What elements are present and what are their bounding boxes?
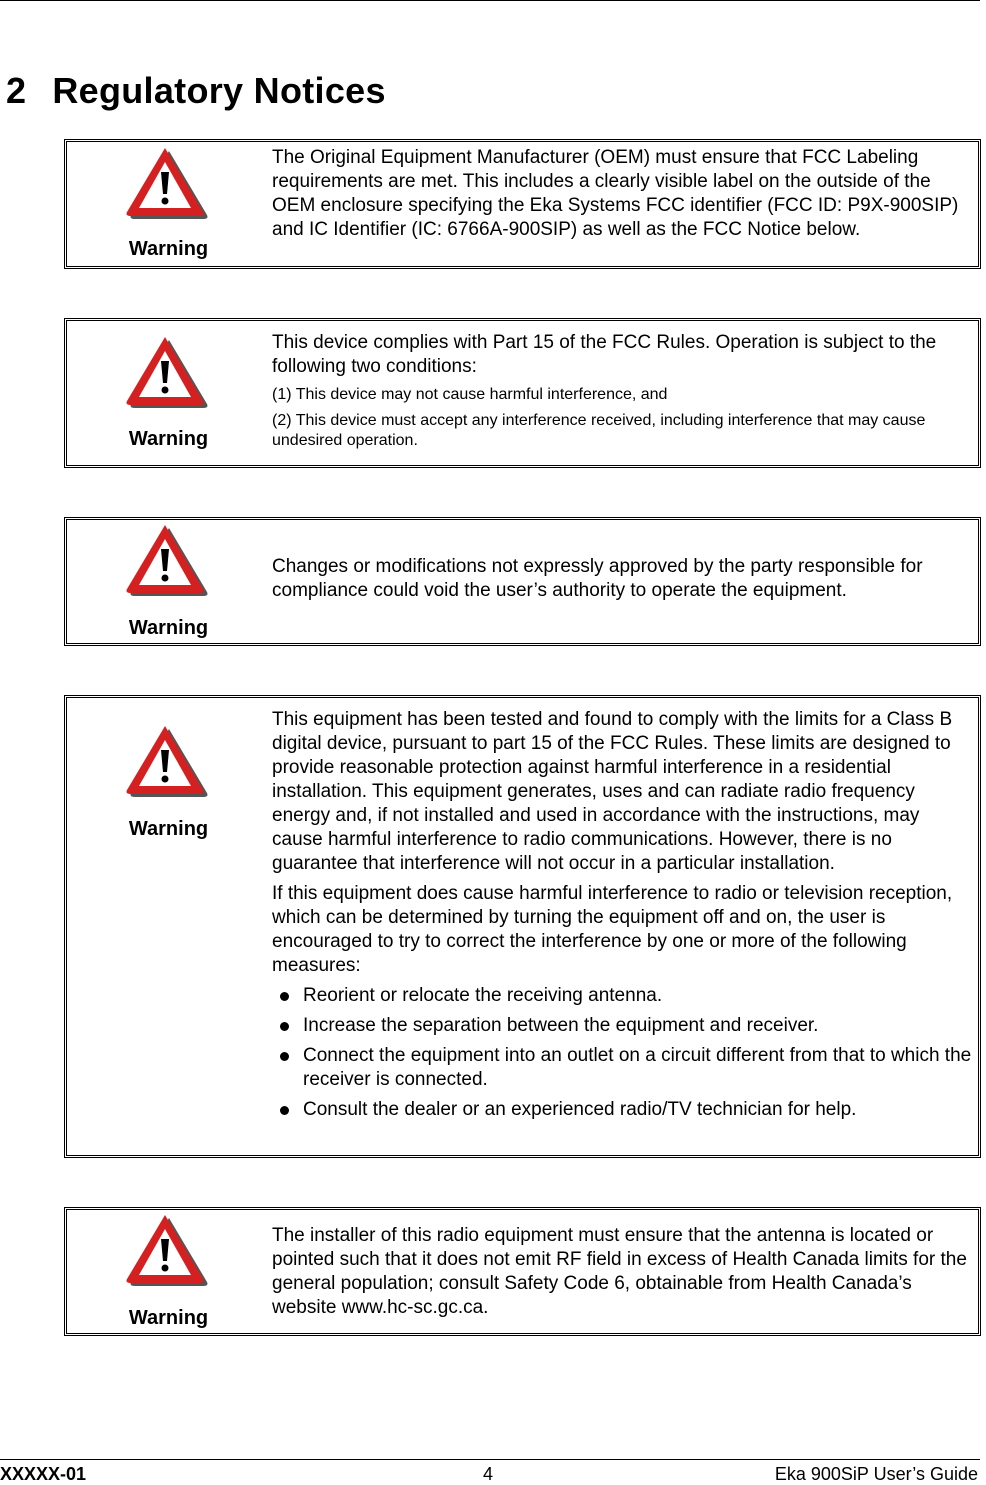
warning-triangle-icon	[125, 1213, 209, 1287]
list-item-text: Connect the equipment into an outlet on a circuit different from that to which the receiver is connected.	[303, 1045, 972, 1090]
notice-paragraph: This device complies with Part 15 of the FCC Rules. Operation is subject to the following two conditions:	[272, 332, 937, 377]
notice-text	[270, 698, 978, 1155]
notice-icon-column	[67, 142, 270, 266]
measures-list	[272, 984, 972, 1128]
notice-icon-column	[67, 698, 270, 1155]
list-item	[272, 1098, 972, 1122]
notice-paragraph-2: If this equipment does cause harmful interference to radio or television reception, which can be determined by turning the equipment off and on, the user is encouraged to try to correct the interference by one or more of the following measures:	[272, 883, 953, 976]
notice-fcc-part15	[64, 318, 981, 468]
condition-2: (2) This device must accept any interference received, including interference that may cause undesired operation.	[272, 412, 926, 449]
notice-icon-column	[67, 520, 270, 643]
list-item-text: Reorient or relocate the receiving antenna.	[303, 985, 663, 1006]
top-rule	[0, 0, 980, 1]
notice-icon-column	[67, 1210, 270, 1333]
section-number: 2	[6, 70, 27, 111]
footer-guide-title: Eka 900SiP User’s Guide	[774, 1464, 978, 1484]
section-heading	[6, 70, 386, 112]
notice-text	[270, 142, 978, 266]
bullet-icon	[272, 1098, 303, 1122]
warning-label: Warning	[128, 1307, 209, 1329]
notice-class-b-limits	[64, 695, 981, 1158]
warning-triangle-icon	[125, 335, 209, 409]
bullet-icon	[272, 984, 303, 1008]
list-item-text: Consult the dealer or an experienced radio/TV technician for help.	[303, 1099, 857, 1120]
notice-oem-labeling	[64, 139, 981, 269]
footer-rule	[0, 1459, 980, 1460]
list-item	[272, 984, 972, 1008]
notice-text	[270, 321, 978, 465]
notice-text	[270, 1210, 978, 1333]
bullet-icon	[272, 1014, 303, 1038]
list-item-text: Increase the separation between the equipment and receiver.	[303, 1015, 819, 1036]
warning-label: Warning	[128, 238, 209, 260]
notice-icon-column	[67, 321, 270, 465]
notice-paragraph: The Original Equipment Manufacturer (OEM) must ensure that FCC Labeling requirements are met. This includes a clearly visible label on the outside of the OEM enclosure specifying the Eka Systems FCC identifier (FCC ID: P9X-900SIP) and IC Identifier (IC: 6766A-900SIP) as well as the FCC Notice below.	[272, 147, 959, 240]
list-item	[272, 1014, 972, 1038]
notice-health-canada	[64, 1207, 981, 1336]
notice-text	[270, 520, 978, 643]
bullet-icon	[272, 1044, 303, 1092]
list-item	[272, 1044, 972, 1092]
section-title: Regulatory Notices	[52, 70, 386, 111]
notice-paragraph: The installer of this radio equipment must ensure that the antenna is located or pointed such that it does not emit RF field in excess of Health Canada limits for the general population; consult Safety Code 6, obtainable from Health Canada’s website www.hc-sc.gc.ca.	[272, 1225, 967, 1318]
warning-label: Warning	[128, 428, 209, 450]
footer-doc-id: XXXXX-01	[0, 1464, 87, 1484]
warning-triangle-icon	[125, 146, 209, 220]
warning-triangle-icon	[125, 724, 209, 798]
warning-label: Warning	[128, 617, 209, 639]
warning-label: Warning	[128, 818, 209, 840]
warning-triangle-icon	[125, 523, 209, 597]
footer-page-number: 4	[483, 1464, 494, 1484]
notice-paragraph-1: This equipment has been tested and found to comply with the limits for a Class B digital device, pursuant to part 15 of the FCC Rules. These limits are designed to provide reasonable protection against harmful interference in a residential installation. This equipment generates, uses and can radiate radio frequency energy and, if not installed and used in accordance with the instructions, may cause harmful interference to radio communications. However, there is no guarantee that interference will not occur in a particular installation.	[272, 709, 953, 874]
notice-paragraph: Changes or modifications not expressly approved by the party responsible for compliance could void the user’s authority to operate the equipment.	[272, 555, 923, 601]
condition-1: (1) This device may not cause harmful interference, and	[272, 386, 668, 403]
notice-modifications	[64, 517, 981, 646]
